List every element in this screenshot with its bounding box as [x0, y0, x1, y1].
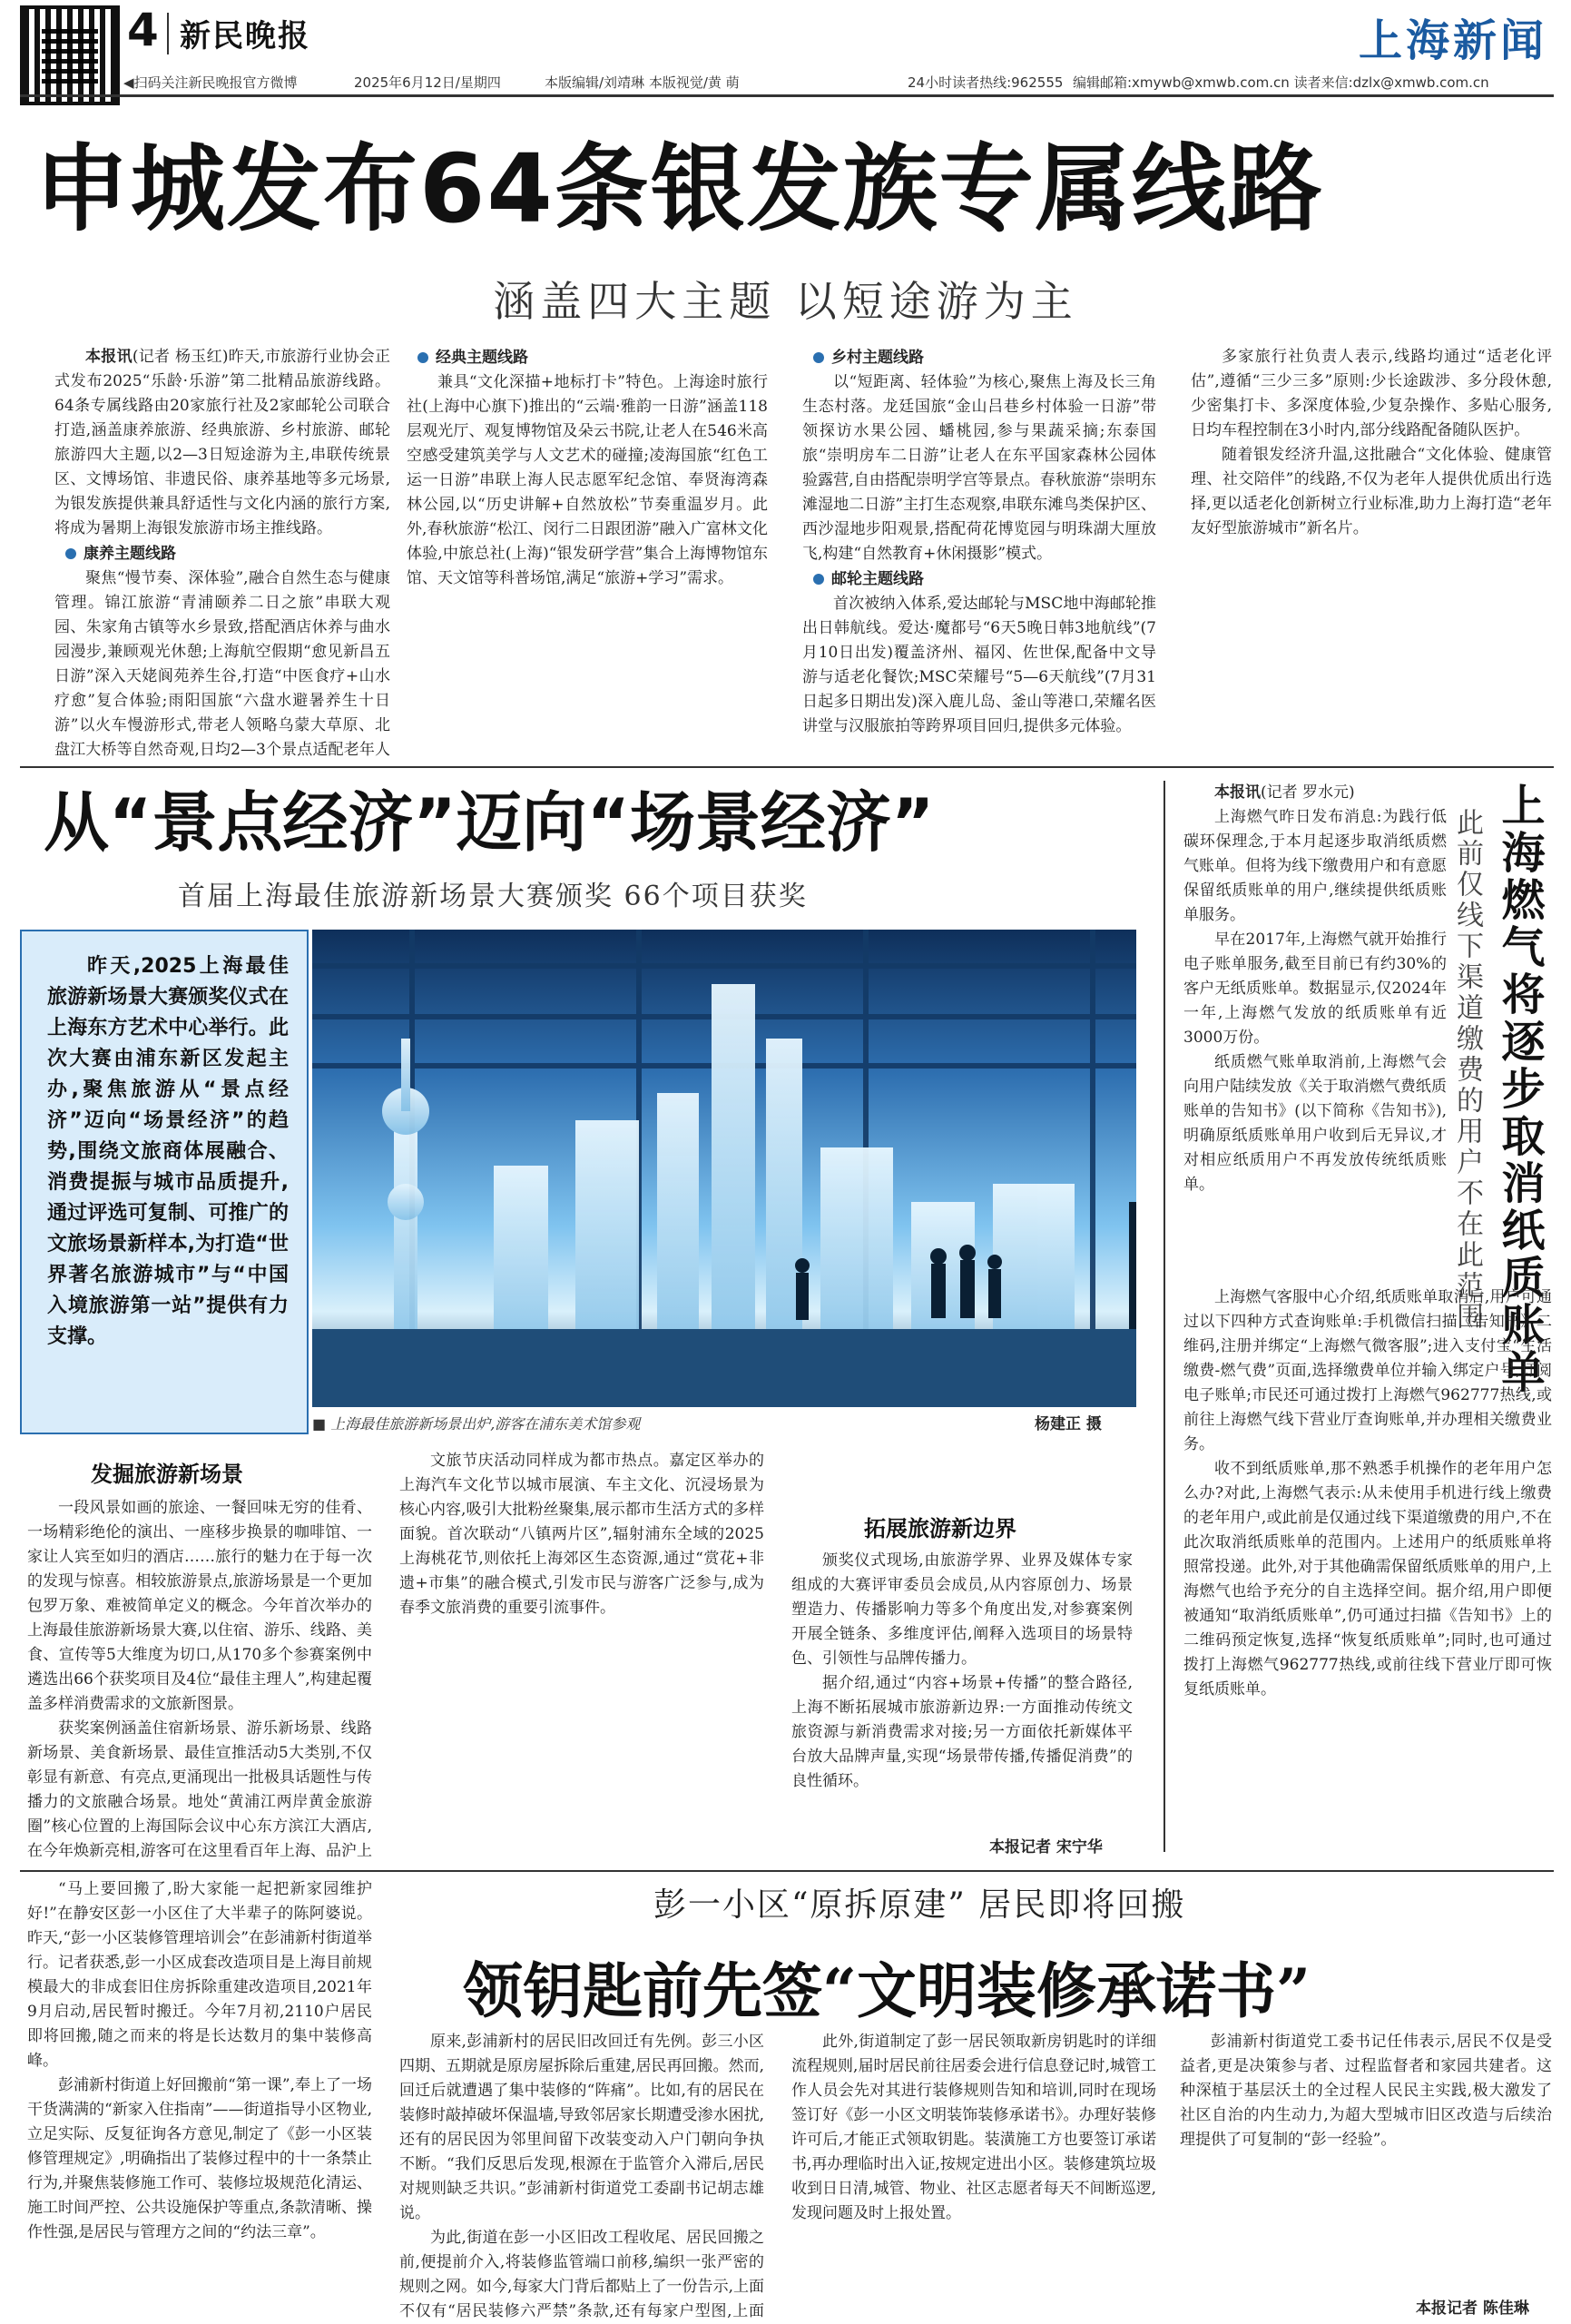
story2-p4: 颁奖仪式现场,由旅游学界、业界及媒体专家组成的大赛评审委员会成员,从内容原创力、场景塑造力、传播影响力等多个角度出发,对参赛案例开展全链条、多维度评估,阐释入选项目的场景特色、引领性与品牌传播力。 — [791, 1551, 1133, 1668]
photo-credit: 杨建正 摄 — [1035, 1415, 1102, 1433]
story2-p2: 获奖案例涵盖住宿新场景、游乐新场景、线路新场景、美食新场景、最佳宣推活动5大类别,不仅彰显有新意、有亮点,更涌现出一批极具话题性与传播力的文旅融合场景。地处“黄浦江两岸黄金旅游圈”核心位置的上海国际会议中心东方滨江大酒店,在今年焕新亮相,游客可在这里看百年上海、品沪上 — [27, 1719, 372, 1859]
story2-subhead-b: 拓展旅游新边界 — [864, 1516, 1016, 1541]
qr-code[interactable] — [20, 5, 120, 105]
story1-p-xiangcun: 以“短距离、轻体验”为核心,聚焦上海及长三角生态村落。龙廷国旅“金山吕巷乡村体验一日游”带领探访水果公园、蟠桃园,参与果蔬采摘;东泰国旅“崇明房车二日游”让老人在东平国家森林公园体验露营,自由搭配崇明学宫等景点。春秋旅游“崇明东滩湿地二日游”主打生态观察,串联东滩鸟类保护区、西沙湿地步阳观景,搭配荷花博览园与明珠湖大厘放飞,构建“自然教育+休闲摄影”模式。 — [802, 373, 1156, 563]
story1-bottom-rule — [20, 766, 1554, 768]
editor-line: 本版编辑/刘靖琳 本版视觉/黄 萌 — [545, 74, 740, 91]
story3-reporter: (记者 罗水元) — [1261, 783, 1355, 802]
email-line: 编辑邮箱:xmywb@xmwb.com.cn 读者来信:dzlx@xmwb.com.cn — [1073, 74, 1489, 91]
story4-c2: 原来,彭浦新村的居民旧改回迁有先例。彭三小区四期、五期就是原房屋拆除后重建,居民再回搬。然而,回迁后就遭遇了集中装修的“阵痛”。比如,有的居民在装修时敲掉破坏保温墙,导致邻居家长期遭受渗水困扰,还有的居民因为邻里间留下改装变动入户门朝向争执不断。“我们反思后发现,根源在于监管介入滞后,居民对规则缺乏共识。”彭浦新村街道党工委副书记胡志雄说。 — [399, 2033, 764, 2222]
story4-col4 — [1180, 2030, 1552, 2293]
story4-col1 — [27, 1877, 372, 2319]
story2-headline: 从“景点经济”迈向“场景经济” — [44, 784, 935, 861]
story1-p-end: 随着银发经济升温,这批融合“文化体验、健康管理、社交陪伴”的线路,不仅为老年人提供优质出行选择,更以适老化创新树立行业标准,助力上海打造“老年友好型旅游城市”新名片。 — [1191, 446, 1552, 537]
story4-c1b: 彭浦新村街道上好回搬前“第一课”,奉上了一场干货满满的“新家入住指南”——街道指导小区物业,立足实际、反复征询各方意见,制定了《彭一小区装修管理规定》,明确指出了装修过程中的十一条禁止行为,并聚焦装修施工作可、装修垃圾规范化清运、施工时间严控、公共设施保护等重点,条款清晰、操作性强,是居民与管理方之间的“约法三章”。 — [27, 2076, 372, 2241]
story2-col3 — [791, 1549, 1133, 1839]
skyline-photo-graphic — [312, 930, 1136, 1407]
date-line: 2025年6月12日/星期四 — [354, 74, 501, 91]
section-name: 上海新闻 — [1358, 15, 1547, 66]
story1-lead: 昨天,市旅游行业协会正式发布2025“乐龄·乐游”第二批精品旅游线路。64条专属线路由20家旅行社及2家邮轮公司联合打造,涵盖康养旅游、经典旅游、乡村旅游、邮轮旅游四大主题,以2—3日短途游为主,串联传统景区、文博场馆、非遗民俗、康养基地等多元场景,为银发族提供兼具舒适性与文化内涵的旅行方案,将成为暑期上海银发旅游市场主推线路。 — [54, 348, 390, 537]
story2-col1 — [27, 1496, 372, 1859]
story3-byline: 本报讯 — [1214, 783, 1261, 802]
page-number: 4 — [127, 4, 159, 56]
story4-col3 — [791, 2030, 1156, 2319]
story1-subheadline: 涵盖四大主题 以短途游为主 — [493, 277, 1078, 326]
story1-p-kangyang: 聚焦“慢节奏、深体验”,融合自然生态与健康管理。锦江旅游“青浦颐养二日之旅”串联大观园、朱家角古镇等水乡景致,搭配酒店休养与曲水园漫步,兼顾观光休憩;上海航空假期“愈见新昌五日游”深入天姥阆苑养生谷,打造“中医食疗+山水疗愈”复合体验;雨阳国旅“六盘水避暑养生十日游”以火车慢游形式,带老人领略乌蒙大草原、北盘江大桥等自然奇观,日均2—3个景点适配老年人 — [54, 569, 390, 759]
qr-caption: ◀扫码关注新民晚报官方微博 — [123, 74, 298, 91]
story2-photo[interactable] — [312, 930, 1136, 1407]
story1-col3 — [802, 345, 1156, 763]
story4-headline: 领钥匙前先签“文明装修承诺书” — [463, 1955, 1311, 2026]
story2-byline: 本报记者 宋宁华 — [989, 1838, 1103, 1856]
story2-intro-text: 昨天,2025上海最佳旅游新场景大赛颁奖仪式在上海东方艺术中心举行。此次大赛由浦东新区发起主办,聚焦旅游从“景点经济”迈向“场景经济”的趋势,围绕文旅商体展融合、消费提振与城市品质提升,通过评选可复制、可推广的文旅场景新样本,为打造“世界著名旅游城市”与“中国入境旅游第一站”提供有力支撑。 — [47, 955, 289, 1348]
story1-p-youlun: 首次被纳入体系,爱达邮轮与MSC地中海邮轮推出日韩航线。爱达·魔都号“6天5晚日韩3地航线”(7月10日出发)覆盖济州、福冈、佐世保,配备中文导游与适老化餐饮;MSC荣耀号“5—6天航线”(7月31日起多日期出发)深入鹿儿岛、釜山等港口,荣耀名医讲堂与汉服旅拍等跨界项目回归,提供多元体验。 — [802, 595, 1156, 735]
story4-col2 — [399, 2030, 764, 2319]
story3-p4: 上海燃气客服中心介绍,纸质账单取消后,用户可通过以下四种方式查询账单:手机微信扫描《告知书》二维码,注册并绑定“上海燃气微客服”;进入支付宝“生活缴费-燃气费”页面,选择缴费单位并输入绑定户号,订阅电子账单;市民还可通过拨打上海燃气962777热线,或前往上海燃气线下营业厅查询账单,并办理相关缴费业务。 — [1183, 1288, 1552, 1453]
story1-byline: 本报讯 — [85, 348, 133, 366]
story3-subheadline: 此前仅线下渠道缴费的用户不在此范围 — [1451, 808, 1483, 1333]
story2-p1: 一段风景如画的旅途、一餐回味无穷的佳肴、一场精彩绝伦的演出、一座移步换景的咖啡馆、一家让人宾至如归的酒店……旅行的魅力在于每一次的发现与惊喜。相较旅游景点,旅游场景是一个更加包罗万象、难被简单定义的概念。今年首次举办的上海最佳旅游新场景大赛,以住宿、游乐、线路、美食、宣传等5大维度为切口,从170多个参赛案例中遴选出66个获奖项目及4位“最佳主理人”,构建起覆盖多样消费需求的文旅新图景。 — [27, 1499, 372, 1713]
story1-subhead-youlun: 邮轮主题线路 — [802, 566, 1156, 592]
story2-subhead-a: 发掘旅游新场景 — [91, 1462, 243, 1487]
story1-col1 — [54, 345, 390, 763]
story2-p3: 文旅节庆活动同样成为都市热点。嘉定区举办的上海汽车文化节以城市展演、车主文化、沉浸场景为核心内容,吸引大批粉丝聚集,展示都市生活方式的多样面貌。首次联动“八镇两片区”,辐射浦东全域的2025上海桃花节,则依托上海郊区生态资源,通过“赏花+非遗+市集”的融合模式,引发市民与游客广泛参与,成为春季文旅消费的重要引流事件。 — [399, 1452, 764, 1617]
story1-p-fuze: 多家旅行社负责人表示,线路均通过“适老化评估”,遵循“三少三多”原则:少长途跋涉、多分段休憩,少密集打卡、多深度体验,少复杂操作、多贴心服务,日均车程控制在3小时内,部分线路配备随队医护。 — [1191, 348, 1552, 439]
story1-subhead-xiangcun: 乡村主题线路 — [802, 345, 1156, 370]
story2-p5: 据介绍,通过“内容+场景+传播”的整合路径,上海不断拓展城市旅游新边界:一方面推动传统文旅资源与新消费需求对接;另一方面依托新媒体平台放大品牌声量,实现“场景带传播,传播促消费”的良性循环。 — [791, 1674, 1133, 1790]
story3-p1: 上海燃气昨日发布消息:为践行低碳环保理念,于本月起逐步取消纸质燃气账单。但将为线下缴费用户和有意愿保留纸质账单的用户,继续提供纸质账单服务。 — [1183, 808, 1447, 924]
story4-c1: “马上要回搬了,盼大家能一起把新家园维护好!”在静安区彭一小区住了大半辈子的陈阿婆说。昨天,“彭一小区装修管理培训会”在彭浦新村街道举行。记者获悉,彭一小区成套改造项目是上海目前规模最大的非成套旧住房拆除重建改造项目,2021年9月启动,居民暂时搬迁。今年7月初,2110户居民即将回搬,随之而来的将是长达数月的集中装修高峰。 — [27, 1880, 372, 2070]
masthead-rule — [20, 94, 1554, 97]
hotline: 24小时读者热线:962555 — [908, 74, 1064, 91]
story1-subhead-kangyang: 康养主题线路 — [54, 541, 390, 566]
story2-col2 — [399, 1449, 764, 1859]
paper-name-logo: 新民晚报 — [180, 18, 310, 54]
photo-caption: ■ 上海最佳旅游新场景出炉,游客在浦东美术馆参观 — [312, 1415, 641, 1433]
story3-bottom-rule — [20, 1870, 1554, 1872]
bullet-dot-icon — [65, 548, 76, 559]
story4-byline: 本报记者 陈佳琳 — [1416, 2299, 1529, 2318]
bullet-dot-icon — [813, 574, 824, 585]
story1-col2 — [407, 345, 768, 763]
story3-p5: 收不到纸质账单,那不熟悉手机操作的老年用户怎么办?对此,上海燃气表示:从未使用手机进行线上缴费的老年用户,或此前是仅通过线下渠道缴费的用户,不在此次取消纸质账单的范围内。上述用户的纸质账单将照常投递。此外,对于其他确需保留纸质账单的用户,上海燃气也给予充分的自主选择空间。据介绍,用户即便被通知“取消纸质账单”,仍可通过扫描《告知书》上的二维码预定恢复,选择“恢复纸质账单”;同时,也可通过拨打上海燃气962777热线,或前往线下营业厅即可恢复纸质账单。 — [1183, 1460, 1552, 1699]
story1-col4 — [1191, 345, 1552, 763]
story4-c2b: 为此,街道在彭一小区旧改工程收尾、居民回搬之前,便提前介入,将装修监管端口前移,编织一张严密的规则之网。如今,每家大门背后都贴上了一份告示,上面不仅有“居民装修六严禁”条款,还有每家户型图,上面 — [399, 2229, 764, 2319]
page-number-divider — [167, 13, 169, 54]
story3-p2: 早在2017年,上海燃气就开始推行电子账单服务,截至目前已有约30%的客户无纸质账单。数据显示,仅2024年一年,上海燃气发放的纸质账单有近3000万份。 — [1183, 931, 1447, 1047]
story1-p-jingdian: 兼具“文化深描+地标打卡”特色。上海途时旅行社(上海中心旗下)推出的“云端·雅韵一日游”涵盖118层观光厅、观复博物馆及朵云书院,让老人在546米高空感受建筑美学与人文艺术的碰撞;凌海国旅“红色工运一日游”串联上海人民志愿军纪念馆、奉贤海湾森林公园,以“历史讲解+自然放松”节奏重温岁月。此外,春秋旅游“松江、闵行二日跟团游”融入广富林文化体验,中旅总社(上海)“银发研学营”集合上海博物馆东馆、天文馆等科普场馆,满足“旅游+学习”需求。 — [407, 373, 768, 587]
story3-left-rule — [1164, 781, 1165, 1852]
story4-c3: 此外,街道制定了彭一居民领取新房钥匙时的详细流程规则,届时居民前往居委会进行信息登记时,城管工作人员会先对其进行装修规则告知和培训,同时在现场签订好《彭一小区文明装饰装修承诺书》。办理好装修许可后,才能正式领取钥匙。装潢施工方也要签订承诺书,再办理临时出入证,按规定进出小区。装修建筑垃圾收到日日清,城管、物业、社区志愿者每天不间断巡逻,发现问题及时上报处置。 — [791, 2033, 1156, 2222]
bullet-dot-icon — [813, 352, 824, 363]
bullet-dot-icon — [417, 352, 428, 363]
story1-reporter: (记者 杨玉红) — [132, 348, 229, 366]
story3-col-b — [1183, 1285, 1552, 1863]
story3-p3: 纸质燃气账单取消前,上海燃气会向用户陆续发放《关于取消燃气费纸质账单的告知书》(以下简称《告知书》),明确原纸质账单用户收到后无异议,才对相应纸质用户不再发放传统纸质账单。 — [1183, 1053, 1447, 1194]
story4-c4: 彭浦新村街道党工委书记任伟表示,居民不仅是受益者,更是决策参与者、过程监督者和家园共建者。这种深植于基层沃土的全过程人民民主实践,极大激发了社区自治的内生动力,为超大型城市旧区改造与后续治理提供了可复制的“彭一经验”。 — [1180, 2033, 1552, 2149]
story3-headline: 上海燃气将逐步取消纸质账单 — [1494, 783, 1545, 1396]
story1-subhead-jingdian: 经典主题线路 — [407, 345, 768, 370]
story2-subheadline: 首届上海最佳旅游新场景大赛颁奖 66个项目获奖 — [178, 881, 808, 912]
story4-kicker: 彭一小区“原拆原建” 居民即将回搬 — [653, 1886, 1186, 1924]
story1-headline: 申城发布64条银发族专属线路 — [34, 133, 1324, 244]
